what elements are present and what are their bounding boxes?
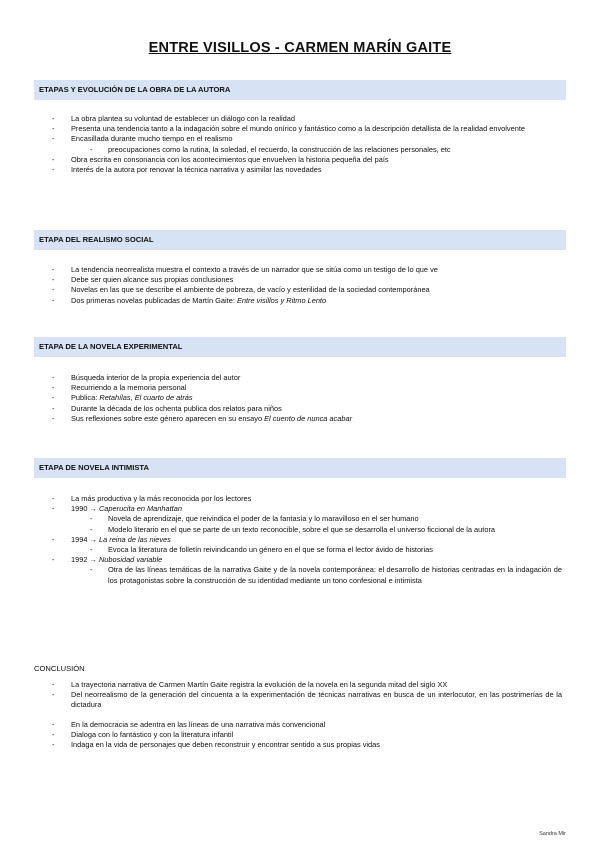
list-item <box>34 296 566 306</box>
list-item: - Recurriendo a la memoria personal <box>34 383 566 393</box>
list-item: - Obra escrita en consonancia con los acontecimientos que envuelven la historia pequeña del país <box>34 155 566 165</box>
list-item: - Interés de la autora por renovar la técnica narrativa y asimilar las novedades <box>34 165 566 175</box>
item-text: Dos primeras novelas publicadas de Martín Gaite: <box>71 295 237 305</box>
sub-list-item: - Novela de aprendizaje, que reivindica el poder de la fantasía y lo maravilloso en el ser humano <box>34 514 566 524</box>
list-item: - Debe ser quien alcance sus propias conclusiones <box>34 275 566 285</box>
book-titles: Entre visillos y Ritmo Lento <box>236 295 327 305</box>
book-title: Caperucita en Manhattan <box>98 504 182 514</box>
conclusion-list <box>34 680 566 750</box>
section-header-intimista: ETAPA DE NOVELA INTIMISTA <box>34 458 566 478</box>
book-titles: Retahílas, El cuarto de atrás <box>99 393 193 403</box>
section-header-etapas: ETAPAS Y EVOLUCIÓN DE LA OBRA DE LA AUTORA <box>34 80 566 100</box>
list-item: - Encasillada durante mucho tiempo en el realismo <box>34 134 566 144</box>
book-title: La reina de las nieves <box>98 534 171 544</box>
conclusion-label: CONCLUSIÓN <box>34 664 85 673</box>
year-label: 1990 → <box>71 504 99 514</box>
book-title: El cuento de nunca acabar <box>264 413 353 423</box>
section-list-experimental <box>34 373 566 424</box>
list-item: - En la democracia se adentra en las líneas de una narrativa más convencional <box>34 720 566 730</box>
list-item: - La tendencia neorrealista muestra el contexto a través de un narrador que se sitúa como un testigo de lo que ve <box>34 265 566 275</box>
list-item: - Presenta una tendencia tanto a la indagación sobre el mundo onírico y fantástico como a la descripción detallista de la realidad envolvente <box>34 124 566 134</box>
item-text: Sus reflexiones sobre este género aparecen en su ensayo <box>71 413 265 423</box>
year-label: 1994 → <box>71 534 99 544</box>
sub-list-item: - Modelo literario en el que se parte de un texto reconocible, sobre el que se desarrolla el universo ficcional de la autora <box>34 525 566 535</box>
sub-list-item: - preocupaciones como la rutina, la soledad, el recuerdo, la construcción de las relaciones personales, etc <box>34 145 566 155</box>
list-item: - Indaga en la vida de personajes que deben reconstruir y encontrar sentido a sus propias vidas <box>34 740 566 750</box>
author-signature: Sandra Mir <box>539 831 566 837</box>
list-item <box>34 504 566 514</box>
sub-list-item: - Evoca la literatura de folletín reivindicando un género en el que se forma el lector ávido de historias <box>34 545 566 555</box>
list-item: - La más productiva y la más reconocida por los lectores <box>34 494 566 504</box>
item-text: Publica: <box>71 393 100 403</box>
list-item: - Búsqueda interior de la propia experiencia del autor <box>34 373 566 383</box>
book-title: Nubosidad variable <box>98 555 163 565</box>
section-list-realismo <box>34 265 566 306</box>
year-label: 1992 → <box>71 555 99 565</box>
section-header-realismo: ETAPA DEL REALISMO SOCIAL <box>34 230 566 250</box>
list-item: - La obra plantea su voluntad de establecer un diálogo con la realidad <box>34 114 566 124</box>
list-item <box>34 393 566 403</box>
page-title: ENTRE VISILLOS - CARMEN MARÍN GAITE <box>148 40 452 56</box>
list-item: - La trayectoria narrativa de Carmen Martín Gaite registra la evolución de la novela en la segunda mitad del siglo XX <box>34 680 566 690</box>
list-item <box>34 535 566 545</box>
section-list-intimista <box>34 494 566 586</box>
section-list-etapas <box>34 114 566 175</box>
sub-list-item: - Otra de las líneas temáticas de la narrativa Gaite y de la novela contemporánea: el desarrollo de historias centradas en la indagación de los protagonistas sobre la construcción de su identidad mediante un tono confesional e intimista <box>34 565 566 585</box>
list-item: - Durante la década de los ochenta publica dos relatos para niños <box>34 404 566 414</box>
list-item: - Del neorrealismo de la generación del cincuenta a la experimentación de técnicas narrativas en busca de un interlocutor, en las postrimerías de la dictadura <box>34 690 566 710</box>
section-header-experimental: ETAPA DE LA NOVELA EXPERIMENTAL <box>34 337 566 357</box>
list-item: - Dialoga con lo fantástico y con la literatura infantil <box>34 730 566 740</box>
list-item <box>34 414 566 424</box>
list-item <box>34 555 566 565</box>
list-item: - Novelas en las que se describe el ambiente de pobreza, de vacío y esterilidad de la sociedad contemporánea <box>34 285 566 295</box>
